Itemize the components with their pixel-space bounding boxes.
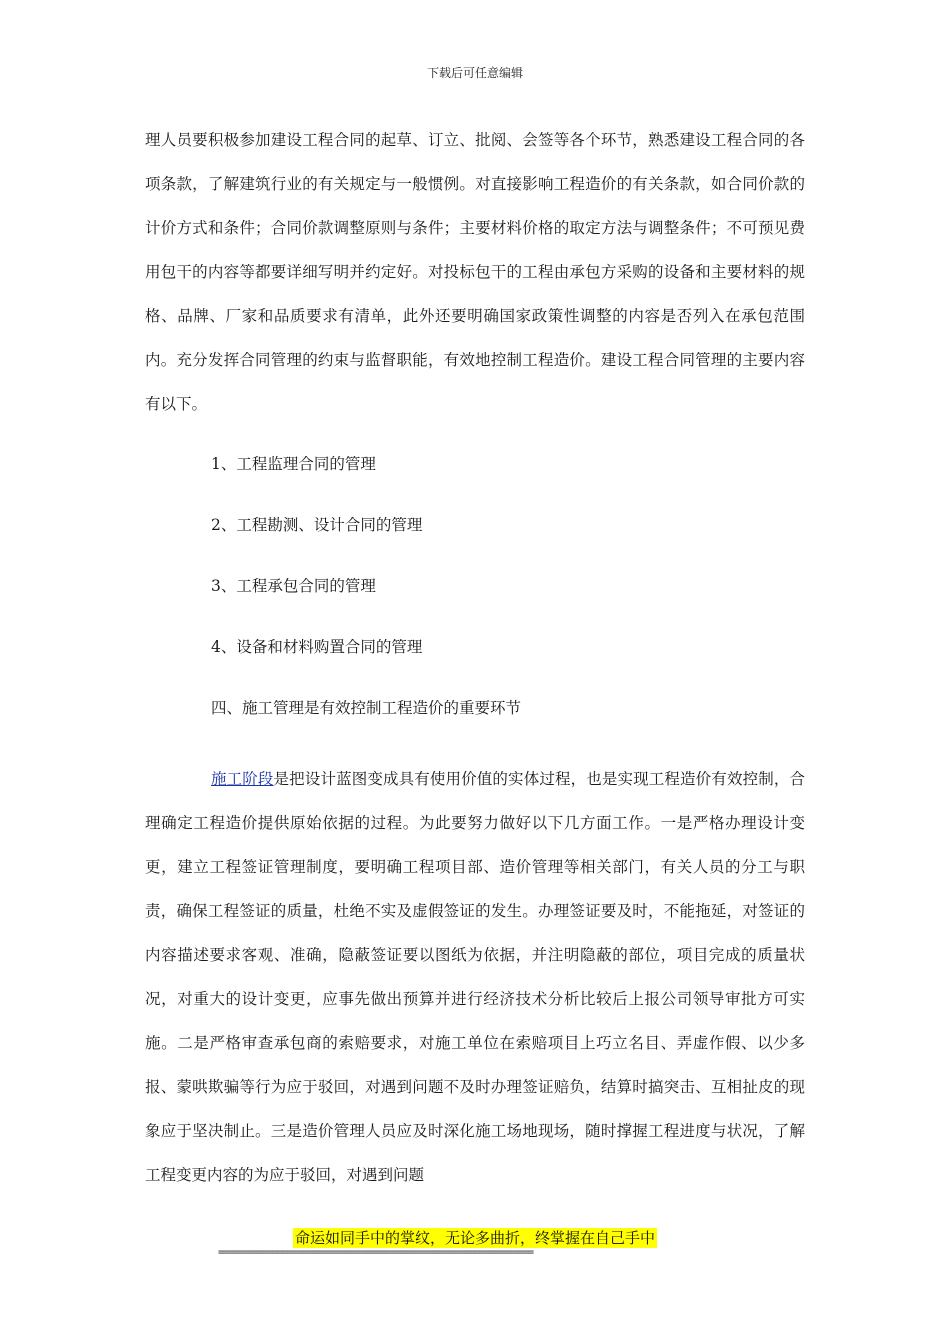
document-body — [145, 118, 805, 1197]
page-header-note: 下载后可任意编辑 — [426, 66, 523, 80]
list-item: 1、工程监理合同的管理 — [211, 455, 376, 473]
footer-motto: 命运如同手中的掌纹，无论多曲折，终掌握在自己手中 — [294, 1229, 655, 1247]
footer — [0, 1228, 950, 1248]
paragraph-construction-stage — [145, 757, 805, 1197]
paragraph-contract-management: 理人员要积极参加建设工程合同的起草、订立、批阅、会签等各个环节，熟悉建设工程合同的各项条款，了解建筑行业的有关规定与一般惯例。对直接影响工程造价的有关条款，如合同价款的计价方式和条件；合同价款调整原则与条件；主要材料价格的取定方法与调整条件；不可预见费用包干的内容等都要详细写明并约定好。对投标包干的工程由承包方采购的设备和主要材料的规格、品牌、厂家和品质要求有清单，此外还要明确国家政策性调整的内容是否列入在承包范围内。充分发挥合同管理的约束与监督职能，有效地控制工程造价。建设工程合同管理的主要内容有以下。 — [145, 131, 805, 413]
paragraph-construction-stage-text: 是把设计蓝图变成具有使用价值的实体过程，也是实现工程造价有效控制，合理确定工程造价提供原始依据的过程。为此要努力做好以下几方面工作。一是严格办理设计变更，建立工程签证管理制度，要明确工程项目部、造价管理等相关部门，有关人员的分工与职责，确保工程签证的质量，杜绝不实及虚假签证的发生。办理签证要及时，不能拖延，对签证的内容描述要求客观、准确，隐蔽签证要以图纸为依据，并注明隐蔽的部位，项目完成的质量状况，对重大的设计变更，应事先做出预算并进行经济技术分析比较后上报公司领导审批方可实施。二是严格审查承包商的索赔要求，对施工单位在索赔项目上巧立名目、弄虚作假、以少多报、蒙哄欺骗等行为应于驳回，对遇到问题不及时办理签证赔负，结算时搞突击、互相扯皮的现象应于坚决制止。三是造价管理人员应及时深化施工场地现场，随时撑握工程进度与状况，了解工程变更内容的为应于驳回，对遇到问题 — [145, 770, 805, 1184]
list-item: 2、工程勘测、设计合同的管理 — [211, 516, 423, 534]
construction-stage-link[interactable]: 施工阶段 — [211, 770, 274, 788]
footer-divider: ================================================================ — [218, 1247, 533, 1258]
list-item: 3、工程承包合同的管理 — [211, 577, 376, 595]
list-item: 4、设备和材料购置合同的管理 — [211, 638, 423, 656]
section-heading: 四、施工管理是有效控制工程造价的重要环节 — [211, 699, 522, 717]
